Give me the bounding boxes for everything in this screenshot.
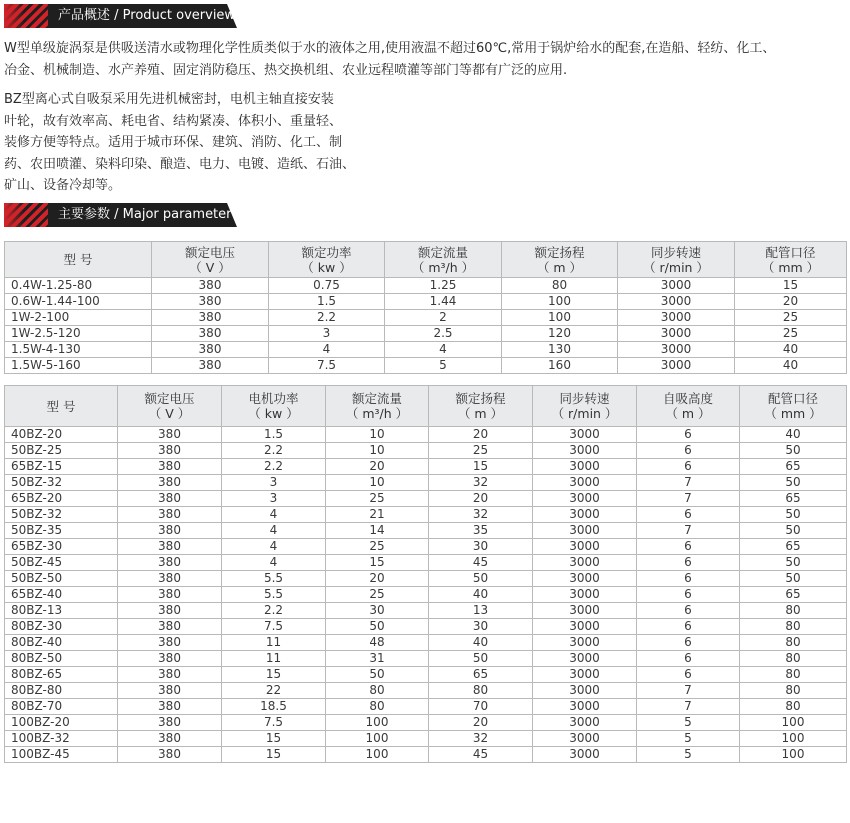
value-cell: 7: [637, 699, 740, 715]
column-header-label: 额定电压: [144, 391, 195, 406]
column-header-unit: （ V ）: [148, 406, 191, 421]
value-cell: 3000: [533, 619, 637, 635]
value-cell: 20: [429, 491, 533, 507]
value-cell: 380: [118, 683, 222, 699]
column-header-label: 额定扬程: [534, 244, 585, 260]
value-cell: 380: [118, 587, 222, 603]
value-cell: 380: [118, 459, 222, 475]
value-cell: 4: [385, 342, 502, 358]
model-cell: 50BZ-50: [5, 571, 118, 587]
section-title-overview: 产品概述 / Product overview: [58, 8, 236, 23]
value-cell: 50: [740, 571, 847, 587]
column-header-label: 额定流量: [351, 391, 402, 406]
value-cell: 45: [429, 747, 533, 763]
value-cell: 6: [637, 651, 740, 667]
value-cell: 20: [326, 571, 429, 587]
column-header: [533, 386, 637, 427]
table-row: [5, 635, 847, 651]
value-cell: 380: [118, 507, 222, 523]
value-cell: 22: [222, 683, 326, 699]
value-cell: 380: [152, 358, 269, 374]
value-cell: 5: [637, 747, 740, 763]
value-cell: 5: [637, 731, 740, 747]
table-header-row: [5, 386, 847, 427]
value-cell: 31: [326, 651, 429, 667]
value-cell: 80: [740, 667, 847, 683]
column-header-unit: （ r/min ）: [551, 406, 618, 421]
column-header-unit: （ m ）: [536, 259, 583, 275]
model-cell: 100BZ-32: [5, 731, 118, 747]
value-cell: 80: [740, 635, 847, 651]
value-cell: 100: [326, 715, 429, 731]
value-cell: 21: [326, 507, 429, 523]
model-cell: 80BZ-40: [5, 635, 118, 651]
stripe-decoration: [4, 4, 48, 28]
table-row: [5, 427, 847, 443]
model-cell: 1.5W-5-160: [5, 358, 152, 374]
bz-description-line: BZ型离心式自吸泵采用先进机械密封，电机主轴直接安装: [4, 92, 334, 107]
value-cell: 3000: [533, 475, 637, 491]
value-cell: 380: [118, 715, 222, 731]
value-cell: 3000: [533, 699, 637, 715]
value-cell: 4: [222, 555, 326, 571]
column-header-unit: （ m³/h ）: [345, 406, 409, 421]
value-cell: 3000: [533, 427, 637, 443]
model-cell: 80BZ-65: [5, 667, 118, 683]
model-cell: 65BZ-40: [5, 587, 118, 603]
value-cell: 20: [735, 294, 847, 310]
value-cell: 380: [118, 731, 222, 747]
column-header-label: 自吸高度: [662, 391, 713, 406]
value-cell: 100: [326, 747, 429, 763]
value-cell: 50: [326, 619, 429, 635]
value-cell: 380: [118, 491, 222, 507]
value-cell: 15: [429, 459, 533, 475]
value-cell: 7.5: [269, 358, 385, 374]
column-header: [429, 386, 533, 427]
value-cell: 6: [637, 555, 740, 571]
column-header-label: 同步转速: [650, 244, 701, 260]
value-cell: 25: [735, 310, 847, 326]
column-header: [735, 242, 847, 278]
value-cell: 1.5: [269, 294, 385, 310]
value-cell: 380: [152, 342, 269, 358]
value-cell: 40: [735, 342, 847, 358]
value-cell: 20: [429, 715, 533, 731]
section-banner-parameter: [4, 203, 237, 227]
value-cell: 380: [118, 427, 222, 443]
value-cell: 10: [326, 443, 429, 459]
table-row: [5, 278, 847, 294]
value-cell: 3000: [533, 571, 637, 587]
table-row: [5, 571, 847, 587]
value-cell: 15: [326, 555, 429, 571]
value-cell: 5: [385, 358, 502, 374]
column-header: [269, 242, 385, 278]
w-pump-parameter-table: [4, 241, 847, 374]
value-cell: 3000: [533, 523, 637, 539]
value-cell: 65: [740, 459, 847, 475]
section-banner-overview: [4, 4, 237, 28]
column-header-label: 电机功率: [248, 391, 299, 406]
value-cell: 10: [326, 427, 429, 443]
value-cell: 6: [637, 587, 740, 603]
value-cell: 6: [637, 635, 740, 651]
value-cell: 2.5: [385, 326, 502, 342]
model-cell: 50BZ-45: [5, 555, 118, 571]
value-cell: 380: [118, 635, 222, 651]
value-cell: 14: [326, 523, 429, 539]
value-cell: 25: [326, 587, 429, 603]
value-cell: 130: [502, 342, 618, 358]
model-cell: 1W-2.5-120: [5, 326, 152, 342]
value-cell: 4: [222, 539, 326, 555]
value-cell: 32: [429, 475, 533, 491]
table-row: [5, 459, 847, 475]
column-header: [326, 386, 429, 427]
value-cell: 2.2: [269, 310, 385, 326]
model-cell: 0.4W-1.25-80: [5, 278, 152, 294]
value-cell: 6: [637, 539, 740, 555]
value-cell: 6: [637, 507, 740, 523]
column-header-label: 额定功率: [301, 244, 352, 260]
column-header: [618, 242, 735, 278]
value-cell: 6: [637, 443, 740, 459]
value-cell: 380: [118, 443, 222, 459]
column-header-label: 配管口径: [767, 391, 818, 406]
value-cell: 0.75: [269, 278, 385, 294]
value-cell: 15: [735, 278, 847, 294]
column-header-unit: （ mm ）: [764, 406, 822, 421]
value-cell: 1.25: [385, 278, 502, 294]
stripe-decoration: [4, 203, 48, 227]
column-header: [740, 386, 847, 427]
table-row: [5, 603, 847, 619]
value-cell: 3000: [618, 310, 735, 326]
value-cell: 100: [326, 731, 429, 747]
column-header-unit: （ m ）: [665, 406, 711, 421]
model-cell: 50BZ-35: [5, 523, 118, 539]
value-cell: 20: [326, 459, 429, 475]
section-title-parameter: 主要参数 / Major parameter: [58, 207, 232, 222]
value-cell: 380: [118, 555, 222, 571]
column-header: [5, 242, 152, 278]
table-row: [5, 443, 847, 459]
value-cell: 380: [118, 475, 222, 491]
table-row: [5, 747, 847, 763]
table-row: [5, 715, 847, 731]
model-cell: 65BZ-15: [5, 459, 118, 475]
value-cell: 30: [429, 539, 533, 555]
value-cell: 3: [222, 491, 326, 507]
value-cell: 3000: [533, 635, 637, 651]
value-cell: 3000: [533, 507, 637, 523]
value-cell: 2: [385, 310, 502, 326]
column-header-unit: （ kw ）: [248, 406, 299, 421]
column-header-label: 型 号: [63, 252, 93, 267]
table-row: [5, 699, 847, 715]
table-row: [5, 491, 847, 507]
model-cell: 65BZ-30: [5, 539, 118, 555]
value-cell: 100: [740, 731, 847, 747]
value-cell: 13: [429, 603, 533, 619]
value-cell: 80: [326, 683, 429, 699]
column-header-unit: （ m ）: [457, 406, 504, 421]
model-cell: 80BZ-13: [5, 603, 118, 619]
model-cell: 40BZ-20: [5, 427, 118, 443]
value-cell: 65: [740, 491, 847, 507]
value-cell: 5.5: [222, 571, 326, 587]
value-cell: 120: [502, 326, 618, 342]
model-cell: 1W-2-100: [5, 310, 152, 326]
value-cell: 6: [637, 427, 740, 443]
value-cell: 20: [429, 427, 533, 443]
value-cell: 380: [118, 747, 222, 763]
column-header-label: 额定电压: [184, 244, 235, 260]
value-cell: 7.5: [222, 715, 326, 731]
table-row: [5, 294, 847, 310]
value-cell: 80: [740, 603, 847, 619]
value-cell: 4: [222, 507, 326, 523]
value-cell: 80: [429, 683, 533, 699]
value-cell: 3: [269, 326, 385, 342]
value-cell: 3000: [533, 555, 637, 571]
value-cell: 7: [637, 683, 740, 699]
value-cell: 100: [502, 294, 618, 310]
value-cell: 3000: [533, 539, 637, 555]
value-cell: 3000: [533, 443, 637, 459]
value-cell: 18.5: [222, 699, 326, 715]
value-cell: 380: [118, 523, 222, 539]
table-row: [5, 507, 847, 523]
table-row: [5, 342, 847, 358]
value-cell: 35: [429, 523, 533, 539]
value-cell: 1.44: [385, 294, 502, 310]
value-cell: 3000: [533, 747, 637, 763]
column-header-unit: （ r/min ）: [643, 259, 709, 275]
table-row: [5, 326, 847, 342]
value-cell: 48: [326, 635, 429, 651]
table-row: [5, 667, 847, 683]
value-cell: 2.2: [222, 603, 326, 619]
value-cell: 65: [740, 539, 847, 555]
column-header: [222, 386, 326, 427]
table-row: [5, 539, 847, 555]
column-header: [385, 242, 502, 278]
value-cell: 3000: [533, 459, 637, 475]
value-cell: 3000: [533, 491, 637, 507]
column-header-label: 额定流量: [417, 244, 468, 260]
value-cell: 80: [326, 699, 429, 715]
value-cell: 7.5: [222, 619, 326, 635]
column-header-unit: （ kw ）: [301, 259, 352, 275]
value-cell: 7: [637, 491, 740, 507]
value-cell: 25: [326, 539, 429, 555]
model-cell: 100BZ-45: [5, 747, 118, 763]
value-cell: 50: [429, 571, 533, 587]
value-cell: 3000: [533, 715, 637, 731]
value-cell: 10: [326, 475, 429, 491]
value-cell: 70: [429, 699, 533, 715]
table-row: [5, 475, 847, 491]
column-header-label: 配管口径: [765, 244, 816, 260]
value-cell: 25: [735, 326, 847, 342]
column-header-unit: （ V ）: [189, 259, 231, 275]
table-row: [5, 310, 847, 326]
value-cell: 45: [429, 555, 533, 571]
bz-description-line: 叶轮，故有效率高、耗电省、结构紧凑、体积小、重量轻、: [4, 113, 343, 129]
column-header: [152, 242, 269, 278]
column-header: [5, 386, 118, 427]
value-cell: 100: [740, 715, 847, 731]
value-cell: 32: [429, 731, 533, 747]
value-cell: 65: [429, 667, 533, 683]
table-row: [5, 523, 847, 539]
value-cell: 80: [740, 651, 847, 667]
value-cell: 15: [222, 731, 326, 747]
value-cell: 3000: [533, 587, 637, 603]
table-row: [5, 683, 847, 699]
table-row: [5, 651, 847, 667]
w-description-line: 冶金、机械制造、水产养殖、固定消防稳压、热交换机组、农业远程喷灌等部门等都有广泛的应用.: [4, 62, 568, 78]
value-cell: 50: [429, 651, 533, 667]
value-cell: 6: [637, 459, 740, 475]
value-cell: 80: [740, 683, 847, 699]
value-cell: 65: [740, 587, 847, 603]
column-header: [637, 386, 740, 427]
value-cell: 3000: [533, 603, 637, 619]
value-cell: 380: [152, 278, 269, 294]
value-cell: 30: [429, 619, 533, 635]
value-cell: 11: [222, 635, 326, 651]
value-cell: 380: [118, 539, 222, 555]
value-cell: 3000: [533, 683, 637, 699]
model-cell: 80BZ-80: [5, 683, 118, 699]
value-cell: 40: [735, 358, 847, 374]
value-cell: 2.2: [222, 459, 326, 475]
value-cell: 15: [222, 667, 326, 683]
value-cell: 380: [118, 651, 222, 667]
value-cell: 3000: [533, 667, 637, 683]
model-cell: 50BZ-25: [5, 443, 118, 459]
value-cell: 80: [740, 619, 847, 635]
table-row: [5, 587, 847, 603]
bz-description-line: 药、农田喷灌、染料印染、酿造、电力、电镀、造纸、石油、: [4, 156, 356, 172]
column-header-label: 同步转速: [559, 391, 610, 406]
value-cell: 380: [118, 667, 222, 683]
value-cell: 50: [326, 667, 429, 683]
column-header-label: 型 号: [46, 398, 76, 414]
model-cell: 50BZ-32: [5, 507, 118, 523]
column-header-label: 额定扬程: [455, 391, 506, 406]
value-cell: 1.5: [222, 427, 326, 443]
value-cell: 30: [326, 603, 429, 619]
w-description-line: W型单级旋涡泵是供吸送清水或物理化学性质类似于水的液体之用,使用液温不超过60℃,常用于锅炉给水的配套,在造船、轻纺、化工、: [4, 41, 776, 56]
bz-description-line: 装修方便等特点。适用于城市环保、建筑、消防、化工、制: [4, 135, 343, 150]
w-pump-description: [4, 38, 775, 81]
value-cell: 3000: [618, 358, 735, 374]
model-cell: 1.5W-4-130: [5, 342, 152, 358]
value-cell: 25: [429, 443, 533, 459]
value-cell: 5.5: [222, 587, 326, 603]
value-cell: 50: [740, 507, 847, 523]
value-cell: 50: [740, 475, 847, 491]
value-cell: 3000: [533, 651, 637, 667]
value-cell: 5: [637, 715, 740, 731]
value-cell: 380: [118, 619, 222, 635]
value-cell: 40: [740, 427, 847, 443]
value-cell: 32: [429, 507, 533, 523]
value-cell: 4: [222, 523, 326, 539]
value-cell: 3000: [618, 342, 735, 358]
value-cell: 11: [222, 651, 326, 667]
column-header-unit: （ mm ）: [761, 259, 820, 275]
column-header-unit: （ m³/h ）: [411, 259, 475, 275]
value-cell: 3000: [533, 731, 637, 747]
table-row: [5, 731, 847, 747]
table-header-row: [5, 242, 847, 278]
model-cell: 80BZ-30: [5, 619, 118, 635]
value-cell: 6: [637, 619, 740, 635]
value-cell: 4: [269, 342, 385, 358]
value-cell: 100: [740, 747, 847, 763]
value-cell: 40: [429, 635, 533, 651]
value-cell: 6: [637, 571, 740, 587]
value-cell: 6: [637, 667, 740, 683]
value-cell: 6: [637, 603, 740, 619]
value-cell: 3000: [618, 278, 735, 294]
value-cell: 3000: [618, 294, 735, 310]
value-cell: 25: [326, 491, 429, 507]
value-cell: 380: [118, 699, 222, 715]
model-cell: 80BZ-50: [5, 651, 118, 667]
table-row: [5, 555, 847, 571]
value-cell: 40: [429, 587, 533, 603]
model-cell: 50BZ-32: [5, 475, 118, 491]
value-cell: 380: [152, 310, 269, 326]
value-cell: 3000: [618, 326, 735, 342]
value-cell: 380: [152, 294, 269, 310]
bz-description-line: 矿山、设备冷却等。: [4, 178, 122, 193]
value-cell: 380: [152, 326, 269, 342]
model-cell: 80BZ-70: [5, 699, 118, 715]
table-row: [5, 619, 847, 635]
value-cell: 50: [740, 443, 847, 459]
value-cell: 50: [740, 555, 847, 571]
bz-pump-parameter-table: [4, 385, 847, 763]
value-cell: 100: [502, 310, 618, 326]
value-cell: 160: [502, 358, 618, 374]
value-cell: 380: [118, 603, 222, 619]
table-row: [5, 358, 847, 374]
bz-pump-description: [4, 89, 355, 197]
model-cell: 65BZ-20: [5, 491, 118, 507]
value-cell: 15: [222, 747, 326, 763]
column-header: [118, 386, 222, 427]
model-cell: 0.6W-1.44-100: [5, 294, 152, 310]
value-cell: 50: [740, 523, 847, 539]
value-cell: 3: [222, 475, 326, 491]
value-cell: 2.2: [222, 443, 326, 459]
value-cell: 380: [118, 571, 222, 587]
value-cell: 7: [637, 523, 740, 539]
value-cell: 80: [740, 699, 847, 715]
value-cell: 80: [502, 278, 618, 294]
value-cell: 7: [637, 475, 740, 491]
column-header: [502, 242, 618, 278]
model-cell: 100BZ-20: [5, 715, 118, 731]
